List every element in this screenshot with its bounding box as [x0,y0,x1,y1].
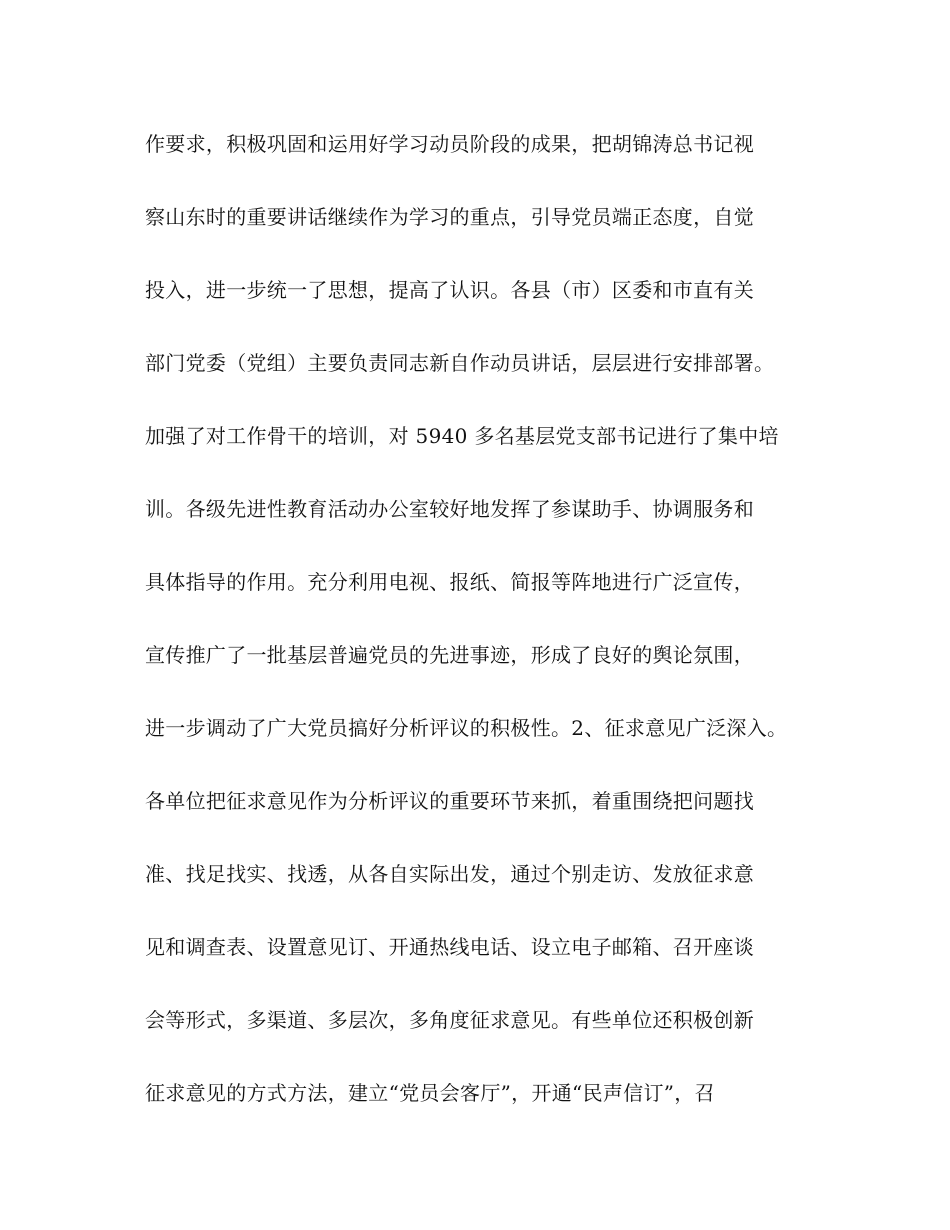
text-line: 投入，进一步统一了思想，提高了认识。各县（市）区委和市直有关 [145,278,754,302]
text-line: 具体指导的作用。充分利用电视、报纸、简报等阵地进行广泛宣传， [145,570,754,594]
text-line: 加强了对工作骨干的培训，对 5940 多名基层党支部书记进行了集中培 [145,424,779,448]
text-line: 察山东时的重要讲话继续作为学习的重点，引导党员端正态度，自觉 [145,205,754,229]
text-line: 见和调查表、设置意见订、开通热线电话、设立电子邮箱、召开座谈 [145,935,754,959]
text-line: 宣传推广了一批基层普遍党员的先进事迹，形成了良好的舆论氛围， [145,643,754,667]
text-line: 训。各级先进性教育活动办公室较好地发挥了参谋助手、协调服务和 [145,497,754,521]
text-line: 征求意见的方式方法，建立“党员会客厅”，开通“民声信订”，召 [145,1081,715,1105]
text-line: 各单位把征求意见作为分析评议的重要环节来抓，着重围绕把问题找 [145,789,754,813]
text-line: 部门党委（党组）主要负责同志新自作动员讲话，层层进行安排部署。 [145,351,775,375]
text-line: 进一步调动了广大党员搞好分析评议的积极性。2、征求意见广泛深入。 [145,716,788,740]
text-line: 准、找足找实、找透，从各自实际出发，通过个别走访、发放征求意 [145,862,754,886]
text-line: 作要求，积极巩固和运用好学习动员阶段的成果，把胡锦涛总书记视 [145,132,754,156]
text-line: 会等形式，多渠道、多层次，多角度征求意见。有些单位还积极创新 [145,1008,754,1032]
